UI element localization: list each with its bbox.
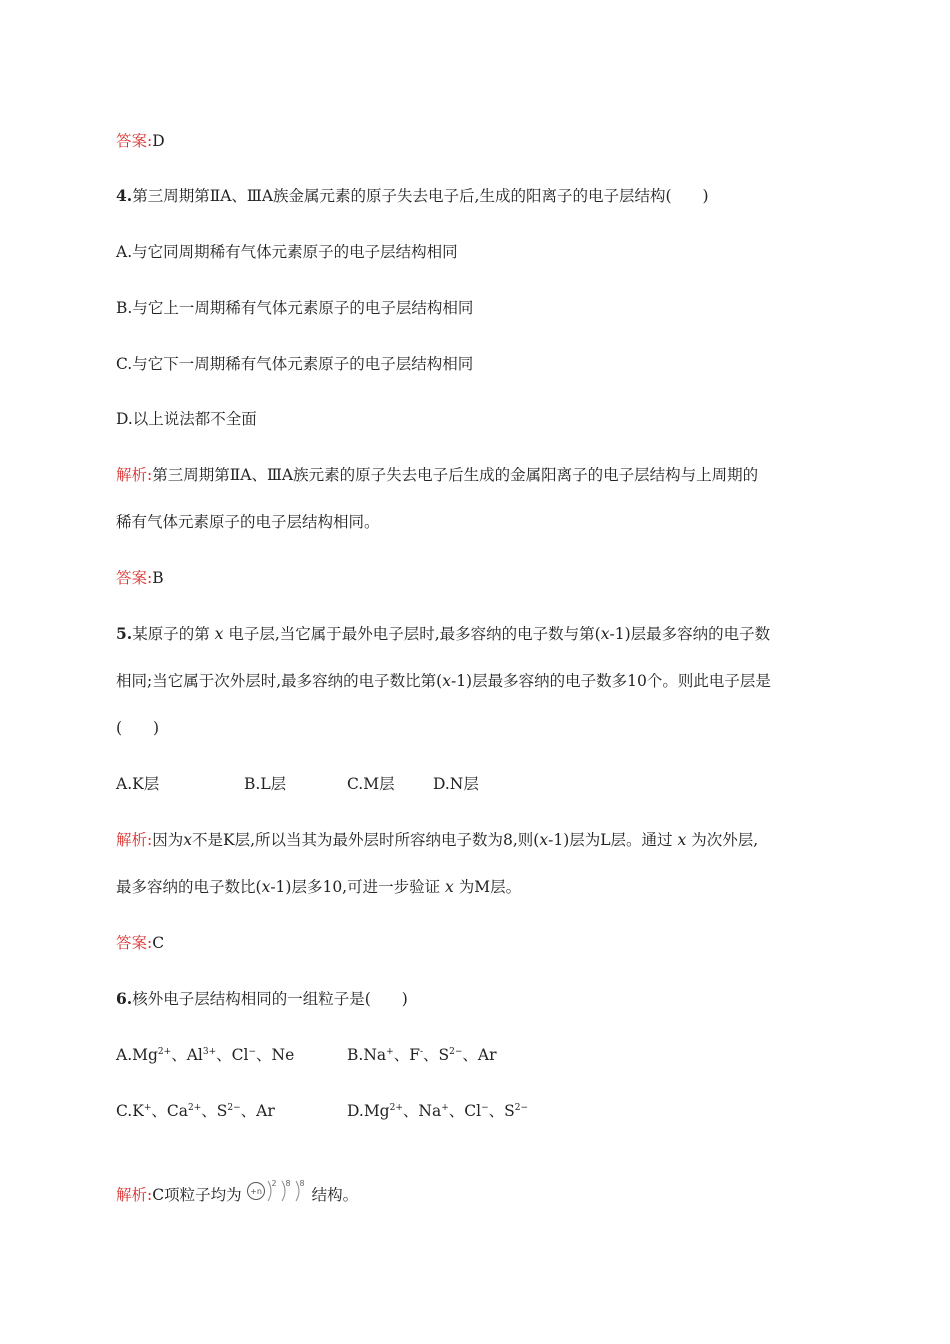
ion-charge: 2− (227, 1103, 241, 1113)
question-text: 核外电子层结构相同的一组粒子是( ) (132, 990, 408, 1008)
ion-symbol: 、S (488, 1102, 515, 1120)
question-text: -1)层最多容纳的电子数多10个。则此电子层是 (450, 672, 771, 690)
q3-answer-line (116, 131, 165, 151)
q5-analysis-line-2 (116, 877, 521, 897)
ion-symbol: 、Al (171, 1046, 203, 1064)
ion-symbol: Mg (363, 1102, 390, 1120)
question-5-stem-line-3: ( ) (116, 719, 160, 737)
nucleus-label: +n (249, 1187, 262, 1196)
q4-option-d: D.以上说法都不全面 (116, 410, 257, 428)
question-6-stem (116, 989, 408, 1009)
q5-option-d: D.N层 (433, 775, 479, 793)
analysis-text: 为M层。 (458, 878, 522, 896)
q5-option-b: B.L层 (244, 775, 287, 793)
atomic-structure-svg (246, 1176, 308, 1206)
ion-symbol: 、Cl (216, 1046, 249, 1064)
question-5-stem-line-2 (116, 671, 771, 691)
question-4-stem (116, 186, 709, 206)
variable-x: x (600, 625, 610, 643)
analysis-label: 解析: (116, 831, 153, 849)
ion-symbol: 、S (201, 1102, 228, 1120)
shell-electron-count-1: 2 (271, 1179, 277, 1188)
analysis-label: 解析: (116, 1186, 153, 1204)
option-letter: D. (347, 1102, 364, 1120)
ion-symbol: 、Ca (151, 1102, 188, 1120)
q4-option-b: B.与它上一周期稀有气体元素原子的电子层结构相同 (116, 299, 474, 317)
variable-x: x (261, 878, 271, 896)
analysis-text: -1)层多10,可进一步验证 (270, 878, 441, 896)
q5-option-a: A.K层 (116, 775, 160, 793)
question-text: 电子层,当它属于最外电子层时,最多容纳的电子数与第( (228, 625, 601, 643)
analysis-label: 解析: (116, 466, 153, 484)
ion-charge: + (143, 1103, 152, 1113)
q5-option-c: C.M层 (347, 775, 395, 793)
ion-charge: − (481, 1103, 489, 1113)
ion-symbol: 、F (393, 1046, 420, 1064)
question-text: 某原子的第 (132, 625, 210, 643)
answer-value: D (152, 132, 165, 150)
answer-value: B (152, 569, 164, 587)
q4-option-c: C.与它下一周期稀有气体元素原子的电子层结构相同 (116, 355, 474, 373)
shell-electron-count-2: 8 (285, 1179, 291, 1188)
atomic-structure-diagram (246, 1176, 308, 1211)
variable-x: x (183, 831, 192, 849)
ion-symbol: K (132, 1102, 144, 1120)
analysis-text: C项粒子均为 (152, 1186, 242, 1204)
ion-symbol: 、Ar (462, 1046, 497, 1064)
analysis-text: 为次外层, (691, 831, 759, 849)
ion-symbol: Na (363, 1046, 387, 1064)
answer-value: C (152, 934, 165, 952)
q6-option-a (116, 1045, 294, 1065)
analysis-text: 第三周期第ⅡA、ⅢA族元素的原子失去电子后生成的金属阳离子的电子层结构与上周期的 (152, 466, 759, 484)
q6-option-d (347, 1101, 528, 1121)
q4-option-a: A.与它同周期稀有气体元素原子的电子层结构相同 (116, 243, 458, 261)
q4-analysis-line-1 (116, 465, 758, 485)
ion-symbol: 、S (423, 1046, 450, 1064)
analysis-text: 结构。 (311, 1186, 359, 1204)
ion-charge: + (441, 1103, 449, 1113)
variable-x: x (677, 831, 687, 849)
option-letter: B. (347, 1046, 364, 1064)
ion-charge: 2+ (187, 1103, 202, 1113)
ion-charge: 2+ (389, 1103, 403, 1113)
q5-answer-line (116, 933, 164, 953)
q4-answer-line (116, 568, 164, 588)
ion-charge: + (386, 1047, 394, 1057)
analysis-text: 不是K层,所以当其为最外层时所容纳电子数为8,则( (192, 831, 540, 849)
q6-option-b (347, 1045, 497, 1065)
analysis-text: 最多容纳的电子数比( (116, 878, 262, 896)
analysis-text: 因为 (152, 831, 184, 849)
question-text: 第三周期第ⅡA、ⅢA族金属元素的原子失去电子后,生成的阳离子的电子层结构( ) (132, 187, 709, 205)
q6-option-c (116, 1101, 275, 1121)
q6-analysis-line (116, 1176, 358, 1211)
ion-charge: − (248, 1047, 257, 1057)
ion-charge: 3+ (202, 1047, 217, 1057)
question-number: 6. (116, 989, 133, 1008)
ion-charge: - (419, 1047, 423, 1057)
shell-electron-count-3: 8 (299, 1179, 305, 1188)
variable-x: x (214, 625, 224, 643)
answer-label: 答案: (116, 934, 153, 952)
ion-symbol: 、Na (402, 1102, 442, 1120)
variable-x: x (445, 878, 454, 896)
ion-charge: 2− (514, 1103, 529, 1113)
question-text: 相同;当它属于次外层时,最多容纳的电子数比第( (116, 672, 443, 690)
option-letter: A. (116, 1046, 133, 1064)
option-letter: C. (116, 1102, 133, 1120)
ion-symbol: 、Ar (240, 1102, 275, 1120)
ion-charge: 2− (449, 1047, 463, 1057)
q4-analysis-line-2: 稀有气体元素原子的电子层结构相同。 (116, 513, 380, 531)
ion-symbol: 、Ne (256, 1046, 295, 1064)
q5-analysis-line-1 (116, 830, 758, 850)
answer-label: 答案: (116, 569, 153, 587)
variable-x: x (539, 831, 549, 849)
ion-charge: 2+ (157, 1047, 172, 1057)
ion-symbol: Mg (132, 1046, 158, 1064)
question-number: 5. (116, 624, 133, 643)
answer-label: 答案: (116, 132, 153, 150)
question-number: 4. (116, 186, 133, 205)
question-text: -1)层最多容纳的电子数 (609, 625, 771, 643)
analysis-text: -1)层为L层。通过 (548, 831, 673, 849)
question-5-stem-line-1 (116, 624, 770, 644)
variable-x: x (442, 672, 451, 690)
ion-symbol: 、Cl (448, 1102, 482, 1120)
